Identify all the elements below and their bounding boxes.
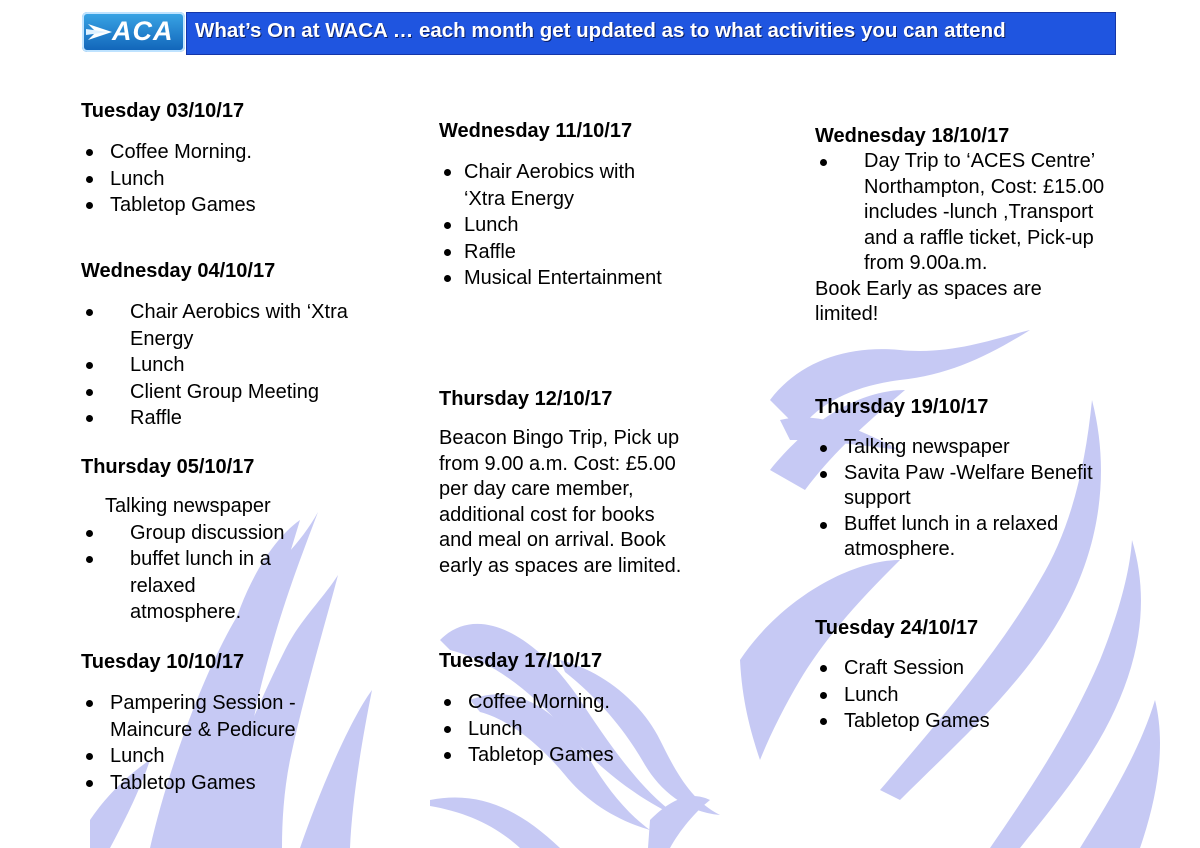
list-item: Buffet lunch in a relaxed atmosphere. [815, 512, 1059, 563]
intro-text: Talking newspaper [105, 495, 271, 517]
list-item: Craft Session [815, 655, 1145, 682]
logo-text: ACA [112, 16, 174, 46]
list-item: Chair Aerobics with ‘Xtra Energy [439, 159, 669, 212]
day-title: Thursday 05/10/17 [81, 456, 255, 478]
activity-list [439, 159, 669, 292]
day-title: Wednesday 11/10/17 [439, 120, 633, 142]
day-entry [815, 394, 1145, 563]
day-title: Tuesday 17/10/17 [439, 650, 603, 672]
day-entry [81, 98, 371, 219]
header [82, 12, 1118, 55]
list-item: Coffee Morning. [439, 689, 709, 716]
list-item: Lunch [81, 166, 371, 193]
day-entry [439, 648, 709, 769]
activity-list [815, 435, 1115, 563]
day-title: Thursday 12/10/17 [439, 388, 613, 410]
day-entry [439, 118, 709, 292]
activity-list [81, 690, 331, 796]
list-item: buffet lunch in a relaxed atmosphere. [81, 546, 301, 626]
day-entry [815, 123, 1145, 328]
activity-list [439, 689, 709, 769]
day-title: Wednesday 04/10/17 [81, 260, 276, 282]
list-item: Tabletop Games [815, 708, 1145, 735]
activity-list [81, 139, 371, 219]
activity-list [815, 149, 1125, 277]
day-entry [81, 258, 371, 432]
list-item: Raffle [439, 239, 669, 266]
day-title: Tuesday 24/10/17 [815, 617, 979, 639]
list-item: Group discussion [81, 520, 301, 547]
banner-title: What’s On at WACA … each month get updated as to what activities you can attend [195, 19, 1006, 42]
title-banner [186, 12, 1116, 55]
list-item: Lunch [439, 716, 709, 743]
list-item: Savita Paw -Welfare Benefit support [815, 461, 1115, 512]
list-item: Tabletop Games [81, 770, 331, 797]
day-title: Tuesday 10/10/17 [81, 651, 245, 673]
list-item: Lunch [81, 743, 331, 770]
list-item: Chair Aerobics with ‘Xtra Energy [81, 299, 351, 352]
activity-list [81, 299, 351, 432]
trip-description: Beacon Bingo Trip, Pick up from 9.00 a.m. Cost: £5.00 per day care member, additional cost for books and meal on arrival. Book early as spaces are limited. [439, 427, 682, 577]
list-item: Raffle [81, 405, 351, 432]
day-entry [81, 649, 371, 796]
list-item: Pampering Session - Maincure & Pedicure [81, 690, 331, 743]
day-entry [439, 386, 709, 579]
list-item: Lunch [439, 212, 669, 239]
list-item: Tabletop Games [439, 742, 709, 769]
day-entry [815, 615, 1145, 735]
list-item: Tabletop Games [81, 192, 371, 219]
list-item: Day Trip to ‘ACES Centre’ Northampton, Cost: £15.00 includes -lunch ,Transport and a raffle ticket, Pick-up from 9.00a.m. [815, 149, 1124, 277]
activity-list [81, 520, 301, 626]
list-item: Coffee Morning. [81, 139, 371, 166]
booking-note: Book Early as spaces are limited! [815, 277, 1042, 325]
day-entry [81, 454, 371, 626]
day-title: Thursday 19/10/17 [815, 396, 989, 418]
day-title: Tuesday 03/10/17 [81, 100, 245, 122]
list-item: Lunch [815, 682, 1145, 709]
activity-list [815, 655, 1145, 735]
list-item: Musical Entertainment [439, 265, 669, 292]
waca-logo-icon [82, 12, 185, 52]
day-title: Wednesday 18/10/17 [815, 125, 1010, 147]
list-item: Lunch [81, 352, 351, 379]
list-item: Client Group Meeting [81, 379, 351, 406]
list-item: Talking newspaper [815, 435, 1115, 461]
